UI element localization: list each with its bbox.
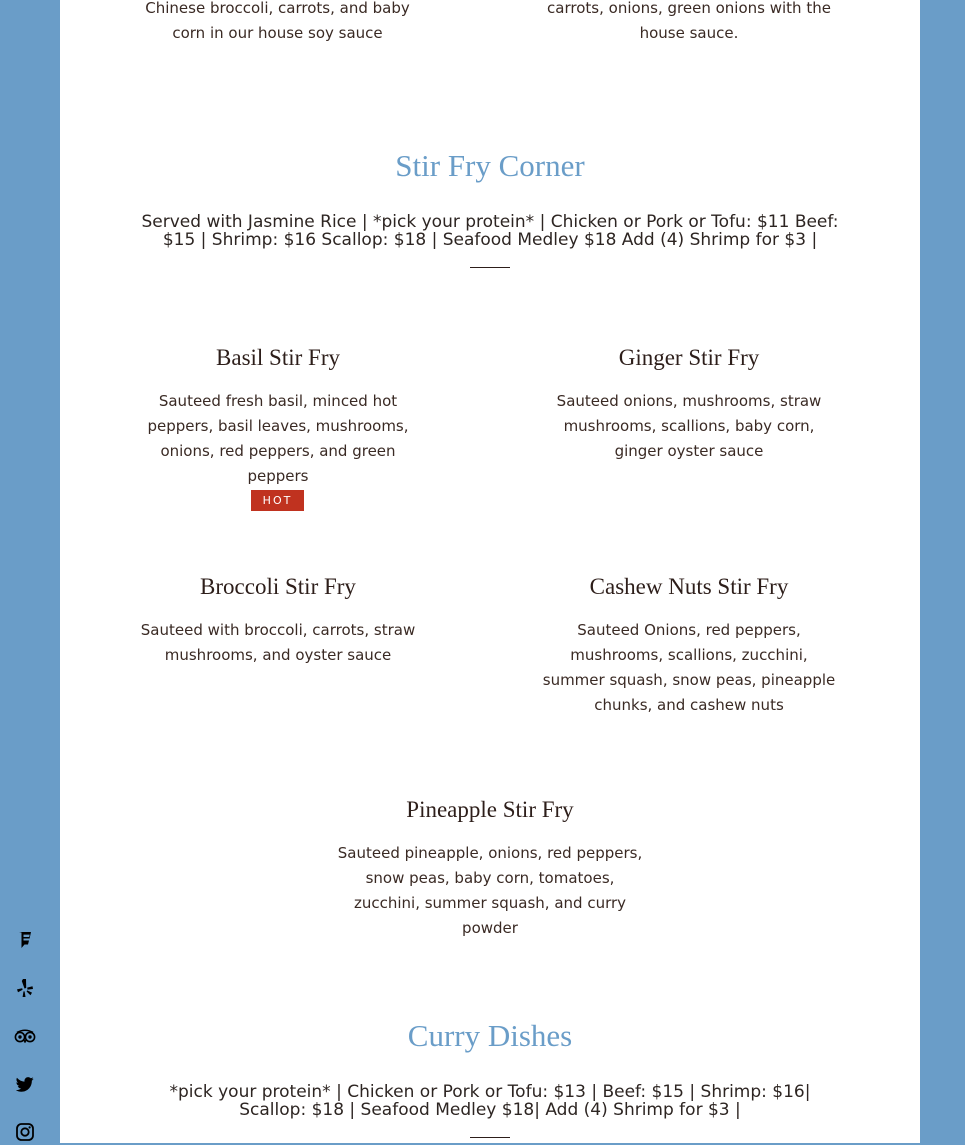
dish-name: Pineapple Stir Fry [406, 797, 574, 822]
dish-description: Sauteed with broccoli, carrots, straw mushrooms, and oyster sauce [140, 621, 416, 664]
section-divider [470, 267, 510, 268]
yelp-icon [16, 978, 34, 998]
stir-fry-pricing-note: Served with Jasmine Rice | *pick your protein* | Chicken or Pork or Tofu: $11 Beef: $15 | Shrimp: $16 Scallop: $18 | Seafood Medley $18 Add (4) Shrimp for $3 | [141, 212, 839, 250]
foursquare-link[interactable] [12, 927, 38, 953]
menu-page [60, 0, 920, 1143]
dish-description: Sauteed pineapple, onions, red peppers, snow peas, baby corn, tomatoes, zucchini, summer squash, and curry powder [337, 844, 643, 937]
twitter-link[interactable] [12, 1071, 38, 1097]
instagram-icon [16, 1123, 34, 1141]
dish-description: Sauteed fresh basil, minced hot peppers, basil leaves, mushrooms, onions, red peppers, and green peppers [147, 392, 409, 485]
dish-name: Cashew Nuts Stir Fry [589, 574, 789, 599]
curry-pricing-note: *pick your protein* | Chicken or Pork or Tofu: $13 | Beef: $15 | Shrimp: $16| Scallop: $18 | Seafood Medley $18| Add (4) Shrimp for $3 | [169, 1082, 811, 1120]
tripadvisor-icon [14, 1029, 36, 1043]
dish-description: Sauteed Onions, red peppers, mushrooms, scallions, zucchini, summer squash, snow peas, pineapple chunks, and cashew nuts [542, 621, 836, 714]
tripadvisor-link[interactable] [12, 1023, 38, 1049]
top-left-description: Chinese broccoli, carrots, and baby corn in our house soy sauce [145, 0, 410, 42]
dish-name: Ginger Stir Fry [618, 345, 760, 370]
hot-badge: HOT [251, 490, 304, 511]
yelp-link[interactable] [12, 975, 38, 1001]
dish-description: Sauteed onions, mushrooms, straw mushrooms, scallions, baby corn, ginger oyster sauce [556, 392, 822, 460]
dish-name: Broccoli Stir Fry [200, 574, 356, 599]
twitter-icon [16, 1077, 34, 1092]
stir-fry-section-title: Stir Fry Corner [395, 148, 585, 183]
section-divider [470, 1137, 510, 1138]
instagram-link[interactable] [12, 1119, 38, 1145]
foursquare-icon [17, 931, 33, 949]
dish-name: Basil Stir Fry [216, 345, 340, 370]
curry-section-title: Curry Dishes [407, 1018, 573, 1053]
top-right-description: carrots, onions, green onions with the house sauce. [547, 0, 831, 42]
